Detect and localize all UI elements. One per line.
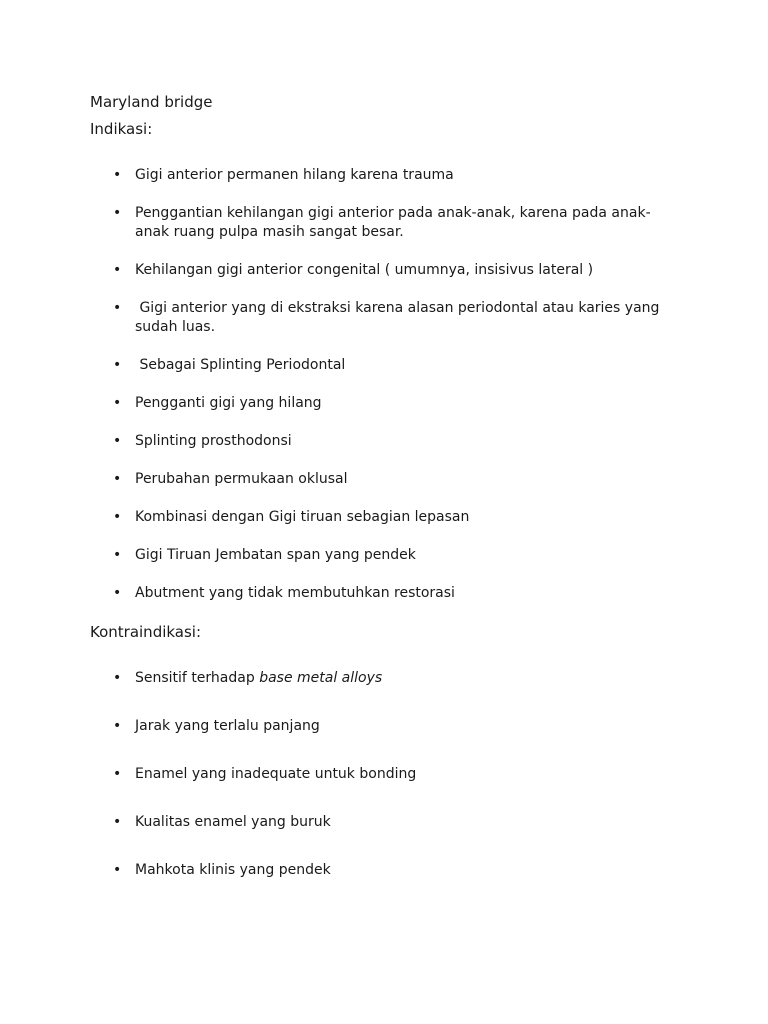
bullet-icon: •: [113, 357, 122, 373]
bullet-icon: •: [113, 766, 122, 782]
list-item: [0, 470, 768, 489]
bullet-icon: •: [113, 670, 122, 686]
bullet-icon: •: [113, 262, 122, 278]
bullet-icon: •: [113, 205, 122, 221]
indikasi-heading: Indikasi:: [90, 120, 153, 138]
list-item-text: Gigi anterior yang di ekstraksi karena alasan periodontal atau karies yang sudah luas.: [135, 300, 664, 335]
list-item-text: Perubahan permukaan oklusal: [135, 471, 348, 487]
list-item: [0, 166, 768, 185]
list-item-text: Enamel yang inadequate untuk bonding: [135, 766, 417, 782]
bullet-icon: •: [113, 433, 122, 449]
bullet-icon: •: [113, 395, 122, 411]
bullet-icon: •: [113, 509, 122, 525]
list-item: [0, 356, 768, 375]
list-item-text: Gigi Tiruan Jembatan span yang pendek: [135, 547, 416, 563]
list-item-text: Penggantian kehilangan gigi anterior pada anak-anak, karena pada anak-anak ruang pulpa masih sangat besar.: [135, 205, 651, 240]
document-title: Maryland bridge: [90, 93, 213, 111]
bullet-icon: •: [113, 471, 122, 487]
list-item-italic-text: base metal alloys: [259, 670, 383, 686]
list-item-text: Mahkota klinis yang pendek: [135, 862, 331, 878]
list-item-text: Abutment yang tidak membutuhkan restorasi: [135, 585, 455, 601]
list-item-text: Kehilangan gigi anterior congenital ( umumnya, insisivus lateral ): [135, 262, 594, 278]
bullet-icon: •: [113, 300, 122, 316]
list-item: [0, 813, 768, 832]
list-item-text: Pengganti gigi yang hilang: [135, 395, 322, 411]
list-item-text: Gigi anterior permanen hilang karena trauma: [135, 167, 454, 183]
bullet-icon: •: [113, 814, 122, 830]
list-item: [0, 261, 768, 280]
bullet-icon: •: [113, 718, 122, 734]
bullet-icon: •: [113, 862, 122, 878]
list-item: [0, 861, 768, 880]
list-item: [0, 432, 768, 451]
kontraindikasi-heading: Kontraindikasi:: [90, 623, 202, 641]
kontraindikasi-list: [0, 669, 768, 909]
list-item-text: Kualitas enamel yang buruk: [135, 814, 331, 830]
list-item: [0, 299, 768, 337]
list-item: [0, 546, 768, 565]
list-item-text: Kombinasi dengan Gigi tiruan sebagian lepasan: [135, 509, 470, 525]
list-item-text: Jarak yang terlalu panjang: [135, 718, 320, 734]
list-item: [0, 394, 768, 413]
list-item: [0, 204, 768, 242]
list-item: [0, 669, 768, 688]
list-item-text: Sensitif terhadap: [135, 670, 260, 686]
list-item: [0, 717, 768, 736]
list-item-text: Sebagai Splinting Periodontal: [135, 357, 346, 373]
list-item: [0, 508, 768, 527]
bullet-icon: •: [113, 585, 122, 601]
list-item: [0, 765, 768, 784]
bullet-icon: •: [113, 547, 122, 563]
list-item: [0, 584, 768, 603]
bullet-icon: •: [113, 167, 122, 183]
indikasi-list: [0, 166, 768, 622]
list-item-text: Splinting prosthodonsi: [135, 433, 292, 449]
